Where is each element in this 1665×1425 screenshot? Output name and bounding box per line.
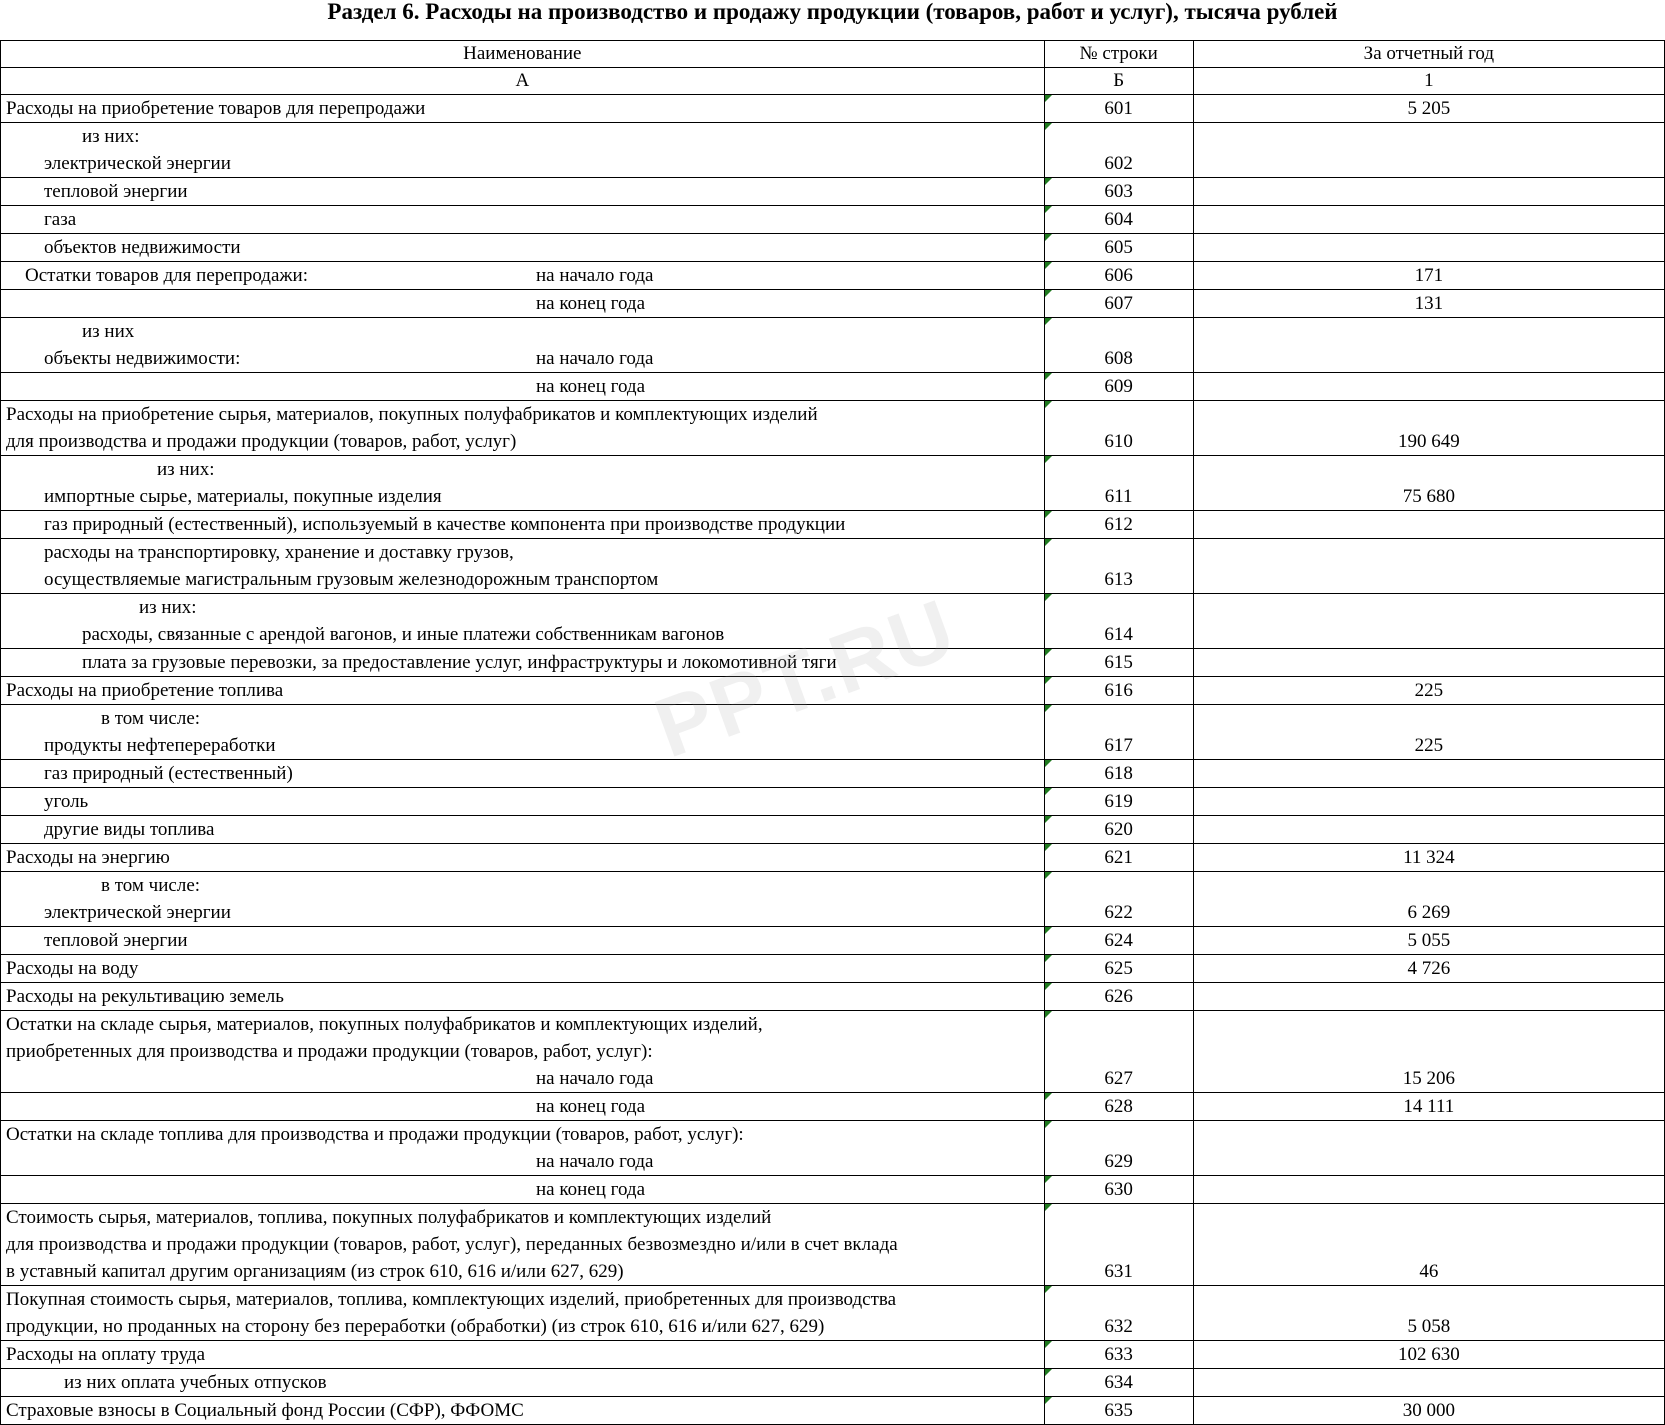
row-code-cell: 601 xyxy=(1044,95,1193,123)
row-value-cell[interactable] xyxy=(1193,983,1664,1011)
row-name-cell xyxy=(1,1341,1045,1369)
row-label-line: в том числе: xyxy=(101,875,201,896)
row-name-cell xyxy=(1,1369,1045,1397)
table-row xyxy=(1,788,1665,816)
row-value-cell[interactable]: 225 xyxy=(1193,705,1664,760)
table-row xyxy=(1,649,1665,677)
row-label-line: газа xyxy=(44,209,77,230)
watermark: PPT.RU xyxy=(643,580,968,776)
row-label-line: из них: xyxy=(139,597,197,618)
row-value-cell[interactable]: 225 xyxy=(1193,677,1664,705)
row-code-cell: 611 xyxy=(1044,456,1193,511)
row-code-cell: 627 xyxy=(1044,1011,1193,1093)
header-name: Наименование xyxy=(1,41,1045,68)
table-row xyxy=(1,1204,1665,1286)
row-value-cell[interactable]: 46 xyxy=(1193,1204,1664,1286)
table-row xyxy=(1,318,1665,373)
row-label-line: Расходы на рекультивацию земель xyxy=(6,986,284,1007)
row-name-cell xyxy=(1,1397,1045,1425)
row-label-line: объектов недвижимости xyxy=(44,237,241,258)
table-row xyxy=(1,1121,1665,1176)
subheader-value: 1 xyxy=(1193,68,1664,95)
row-name-cell xyxy=(1,983,1045,1011)
table-row xyxy=(1,705,1665,760)
row-label-line: Расходы на приобретение сырья, материалов, покупных полуфабрикатов и комплектующих изделий xyxy=(6,404,818,425)
row-code-cell: 610 xyxy=(1044,401,1193,456)
table-row xyxy=(1,290,1665,318)
row-name-cell xyxy=(1,594,1045,649)
header-value: За отчетный год xyxy=(1193,41,1664,68)
table-row xyxy=(1,262,1665,290)
table-row xyxy=(1,1341,1665,1369)
row-code-cell: 616 xyxy=(1044,677,1193,705)
row-label-line: Расходы на воду xyxy=(6,958,139,979)
row-name-cell xyxy=(1,1204,1045,1286)
row-value-cell[interactable] xyxy=(1193,123,1664,178)
subheader-code: Б xyxy=(1044,68,1193,95)
row-name-cell xyxy=(1,290,1045,318)
row-value-cell[interactable]: 15 206 xyxy=(1193,1011,1664,1093)
row-value-cell[interactable] xyxy=(1193,1121,1664,1176)
row-code-cell: 631 xyxy=(1044,1204,1193,1286)
row-name-cell xyxy=(1,1093,1045,1121)
row-code-cell: 626 xyxy=(1044,983,1193,1011)
row-label-line: осуществляемые магистральным грузовым железнодорожным транспортом xyxy=(44,569,659,590)
row-label-line: Расходы на энергию xyxy=(6,847,170,868)
row-value-cell[interactable]: 11 324 xyxy=(1193,844,1664,872)
row-value-cell[interactable] xyxy=(1193,760,1664,788)
row-label-line: из них: xyxy=(82,126,140,147)
row-value-cell[interactable] xyxy=(1193,1369,1664,1397)
row-code-cell: 604 xyxy=(1044,206,1193,234)
row-label-line: газ природный (естественный) xyxy=(44,763,293,784)
row-name-cell xyxy=(1,511,1045,539)
row-value-cell[interactable]: 5 055 xyxy=(1193,927,1664,955)
row-period-label: на конец года xyxy=(536,1096,646,1117)
row-code-cell: 617 xyxy=(1044,705,1193,760)
row-name-cell xyxy=(1,262,1045,290)
row-code-cell: 618 xyxy=(1044,760,1193,788)
row-name-cell xyxy=(1,760,1045,788)
row-label-line: в уставный капитал другим организациям (из строк 610, 616 и/или 627, 629) xyxy=(6,1261,624,1282)
row-label-line: другие виды топлива xyxy=(44,819,215,840)
table-row xyxy=(1,123,1665,178)
row-code-cell: 608 xyxy=(1044,318,1193,373)
row-label-line: объекты недвижимости: xyxy=(44,348,241,369)
row-code-cell: 633 xyxy=(1044,1341,1193,1369)
row-label-line: уголь xyxy=(44,791,89,812)
row-label-line: Остатки на складе топлива для производства и продажи продукции (товаров, работ, услуг): xyxy=(6,1124,744,1145)
row-name-cell xyxy=(1,705,1045,760)
row-value-cell[interactable] xyxy=(1193,788,1664,816)
row-label-line: расходы на транспортировку, хранение и доставку грузов, xyxy=(44,542,514,563)
row-label-line: продукции, но проданных на сторону без переработки (обработки) (из строк 610, 616 и/или 627, 629) xyxy=(6,1316,825,1337)
row-label-line: тепловой энергии xyxy=(44,181,188,202)
row-name-cell xyxy=(1,788,1045,816)
row-code-cell: 622 xyxy=(1044,872,1193,927)
table-row xyxy=(1,234,1665,262)
header-code: № строки xyxy=(1044,41,1193,68)
row-value-cell[interactable] xyxy=(1193,539,1664,594)
row-period-label: на начало года xyxy=(536,265,654,286)
row-name-cell xyxy=(1,178,1045,206)
row-label-line: расходы, связанные с арендой вагонов, и иные платежи собственникам вагонов xyxy=(82,624,725,645)
row-code-cell: 621 xyxy=(1044,844,1193,872)
row-code-cell: 605 xyxy=(1044,234,1193,262)
row-code-cell: 606 xyxy=(1044,262,1193,290)
row-value-cell[interactable] xyxy=(1193,511,1664,539)
row-value-cell[interactable] xyxy=(1193,234,1664,262)
row-code-cell: 624 xyxy=(1044,927,1193,955)
row-value-cell[interactable]: 14 111 xyxy=(1193,1093,1664,1121)
row-name-cell xyxy=(1,677,1045,705)
row-value-cell[interactable] xyxy=(1193,206,1664,234)
row-period-label: на конец года xyxy=(536,1179,646,1200)
table-row xyxy=(1,539,1665,594)
table-row xyxy=(1,511,1665,539)
row-value-cell[interactable] xyxy=(1193,816,1664,844)
row-value-cell[interactable]: 5 205 xyxy=(1193,95,1664,123)
table-row xyxy=(1,1011,1665,1093)
row-code-cell: 632 xyxy=(1044,1286,1193,1341)
row-code-cell: 614 xyxy=(1044,594,1193,649)
expenses-table xyxy=(0,40,1665,1425)
row-value-cell[interactable] xyxy=(1193,594,1664,649)
row-code-cell: 628 xyxy=(1044,1093,1193,1121)
row-code-cell: 609 xyxy=(1044,373,1193,401)
row-name-cell xyxy=(1,539,1045,594)
table-row xyxy=(1,816,1665,844)
row-name-cell xyxy=(1,649,1045,677)
row-code-cell: 619 xyxy=(1044,788,1193,816)
row-code-cell: 613 xyxy=(1044,539,1193,594)
row-label-line: продукты нефтепереработки xyxy=(44,735,276,756)
table-row xyxy=(1,1286,1665,1341)
table-header-row xyxy=(1,41,1665,68)
table-row xyxy=(1,594,1665,649)
row-code-cell: 607 xyxy=(1044,290,1193,318)
row-name-cell xyxy=(1,1011,1045,1093)
row-label-line: для производства и продажи продукции (товаров, работ, услуг), переданных безвозмездно и/или в счет вклада xyxy=(6,1234,898,1255)
row-name-cell xyxy=(1,95,1045,123)
row-label-line: Остатки на складе сырья, материалов, покупных полуфабрикатов и комплектующих изделий, xyxy=(6,1014,763,1035)
row-code-cell: 620 xyxy=(1044,816,1193,844)
table-row xyxy=(1,677,1665,705)
table-row xyxy=(1,1093,1665,1121)
row-value-cell[interactable] xyxy=(1193,373,1664,401)
row-code-cell: 602 xyxy=(1044,123,1193,178)
row-value-cell[interactable]: 4 726 xyxy=(1193,955,1664,983)
table-row xyxy=(1,1369,1665,1397)
row-label-line: тепловой энергии xyxy=(44,930,188,951)
row-name-cell xyxy=(1,401,1045,456)
table-row xyxy=(1,206,1665,234)
row-label-line: электрической энергии xyxy=(44,902,231,923)
table-row xyxy=(1,1397,1665,1425)
row-name-cell xyxy=(1,816,1045,844)
row-code-cell: 630 xyxy=(1044,1176,1193,1204)
row-label-line: из них xyxy=(82,321,135,342)
row-value-cell[interactable]: 6 269 xyxy=(1193,872,1664,927)
row-name-cell xyxy=(1,1121,1045,1176)
row-code-cell: 629 xyxy=(1044,1121,1193,1176)
row-label-line: Стоимость сырья, материалов, топлива, покупных полуфабрикатов и комплектующих изделий xyxy=(6,1207,772,1228)
row-label-line: Покупная стоимость сырья, материалов, топлива, комплектующих изделий, приобретенных для производства xyxy=(6,1289,897,1310)
row-label-line: плата за грузовые перевозки, за предоставление услуг, инфраструктуры и локомотивной тяги xyxy=(82,652,837,673)
row-value-cell[interactable]: 131 xyxy=(1193,290,1664,318)
row-period-label: на начало года xyxy=(536,1151,654,1172)
table-row xyxy=(1,95,1665,123)
table-subheader-row xyxy=(1,68,1665,95)
row-value-cell[interactable] xyxy=(1193,649,1664,677)
row-name-cell xyxy=(1,1286,1045,1341)
row-name-cell xyxy=(1,844,1045,872)
row-value-cell[interactable]: 75 680 xyxy=(1193,456,1664,511)
row-code-cell: 625 xyxy=(1044,955,1193,983)
row-label-line: электрической энергии xyxy=(44,153,231,174)
row-code-cell: 615 xyxy=(1044,649,1193,677)
table-row xyxy=(1,983,1665,1011)
row-value-cell[interactable]: 171 xyxy=(1193,262,1664,290)
row-period-label: на начало года xyxy=(536,348,654,369)
row-value-cell[interactable]: 5 058 xyxy=(1193,1286,1664,1341)
row-label-line: для производства и продажи продукции (товаров, работ, услуг) xyxy=(6,431,517,452)
row-name-cell xyxy=(1,123,1045,178)
table-row xyxy=(1,1176,1665,1204)
row-name-cell xyxy=(1,927,1045,955)
row-code-cell: 635 xyxy=(1044,1397,1193,1425)
row-value-cell[interactable] xyxy=(1193,1176,1664,1204)
row-name-cell xyxy=(1,206,1045,234)
table-row xyxy=(1,872,1665,927)
table-row xyxy=(1,844,1665,872)
row-period-label: на конец года xyxy=(536,376,646,397)
table-row xyxy=(1,373,1665,401)
row-value-cell[interactable] xyxy=(1193,178,1664,206)
row-period-label: на конец года xyxy=(536,293,646,314)
row-name-cell xyxy=(1,318,1045,373)
row-label-line: из них: xyxy=(157,459,215,480)
row-label-line: импортные сырье, материалы, покупные изделия xyxy=(44,486,442,507)
table-row xyxy=(1,401,1665,456)
table-row xyxy=(1,178,1665,206)
row-label-line: приобретенных для производства и продажи продукции (товаров, работ, услуг): xyxy=(6,1041,653,1062)
row-name-cell xyxy=(1,234,1045,262)
table-row xyxy=(1,456,1665,511)
section-title: Раздел 6. Расходы на производство и продажу продукции (товаров, работ и услуг), тысяча рублей xyxy=(327,0,1338,24)
row-label-line: Остатки товаров для перепродажи: xyxy=(25,265,308,286)
table-row xyxy=(1,955,1665,983)
row-code-cell: 634 xyxy=(1044,1369,1193,1397)
row-name-cell xyxy=(1,955,1045,983)
row-label-line: газ природный (естественный), используемый в качестве компонента при производстве продукции xyxy=(44,514,846,535)
row-label-line: Расходы на оплату труда xyxy=(6,1344,206,1365)
row-period-label: на начало года xyxy=(536,1068,654,1089)
row-name-cell xyxy=(1,872,1045,927)
row-code-cell: 603 xyxy=(1044,178,1193,206)
row-value-cell[interactable]: 102 630 xyxy=(1193,1341,1664,1369)
row-name-cell xyxy=(1,456,1045,511)
row-label-line: Расходы на приобретение топлива xyxy=(6,680,284,701)
row-value-cell[interactable] xyxy=(1193,318,1664,373)
subheader-name: А xyxy=(1,68,1045,95)
row-name-cell xyxy=(1,373,1045,401)
row-name-cell xyxy=(1,1176,1045,1204)
row-label-line: в том числе: xyxy=(101,708,201,729)
row-label-line: Расходы на приобретение товаров для перепродажи xyxy=(6,98,426,119)
table-row xyxy=(1,760,1665,788)
row-label-line: Страховые взносы в Социальный фонд России (СФР), ФФОМС xyxy=(6,1400,524,1421)
row-value-cell[interactable]: 30 000 xyxy=(1193,1397,1664,1425)
table-row xyxy=(1,927,1665,955)
row-value-cell[interactable]: 190 649 xyxy=(1193,401,1664,456)
row-label-line: из них оплата учебных отпусков xyxy=(64,1372,327,1393)
row-code-cell: 612 xyxy=(1044,511,1193,539)
